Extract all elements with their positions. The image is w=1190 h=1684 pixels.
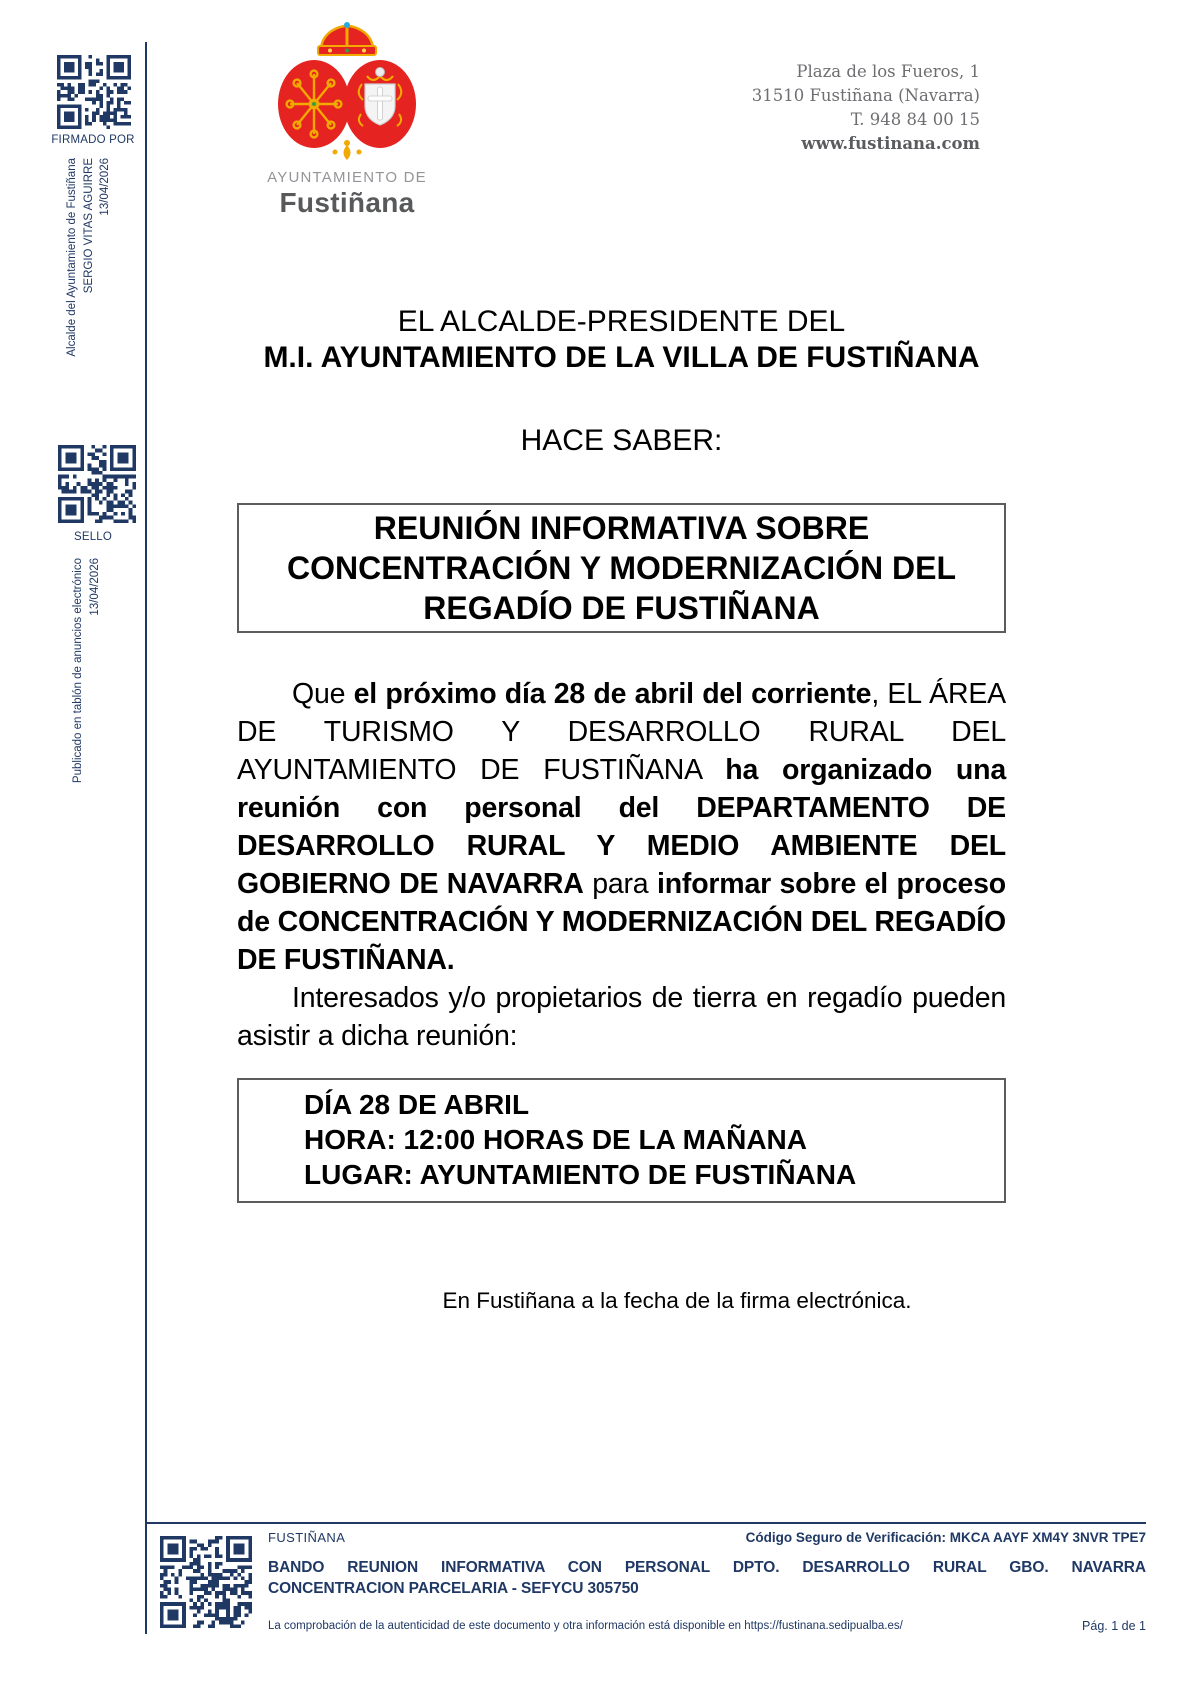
page-number: Pág. 1 de 1 (1082, 1619, 1146, 1633)
document-heading-line1: EL ALCALDE-PRESIDENTE DEL (397, 305, 846, 338)
signer-role: Alcalde del Ayuntamiento de Fustiñana (66, 158, 78, 357)
announcement-paragraph-2: Interesados y/o propietarios de tierra en regadío pueden asistir a dicha reunión: (237, 982, 1006, 1052)
announcement-title-box (237, 503, 1006, 633)
address-line: Plaza de los Fueros, 1 (796, 62, 980, 81)
signature-line: En Fustiñana a la fecha de la firma electrónica. (442, 1288, 912, 1313)
website-url: www.fustinana.com (801, 134, 980, 153)
phone-line: T. 948 84 00 15 (850, 110, 980, 129)
seal-vertical-text (70, 558, 103, 808)
contact-address-block (680, 60, 980, 156)
footer-divider-line (146, 1522, 1146, 1524)
seal-label: SELLO (73, 531, 113, 543)
footer-title-line: CONCENTRACION PARCELARIA - SEFYCU 305750 (268, 1580, 639, 1597)
seal-publication-note: Publicado en tablón de anuncios electrónico (72, 558, 84, 784)
footer-document-title (268, 1557, 1146, 1599)
seal-qr-code-icon (58, 445, 136, 523)
logo-caption: AYUNTAMIENTO DE (267, 169, 427, 186)
footer-authenticity-note: La comprobación de la autenticidad de este documento y otra información está disponible en https://fustinana.sedipualba.es/ (268, 1620, 903, 1632)
title-box-line: CONCENTRACIÓN Y MODERNIZACIÓN DEL (286, 550, 957, 586)
meeting-day: DÍA 28 DE ABRIL (304, 1089, 530, 1120)
signed-by-vertical-text (64, 158, 114, 373)
meeting-time: HORA: 12:00 HORAS DE LA MAÑANA (304, 1124, 808, 1155)
fustinana-coat-of-arms-icon (272, 22, 422, 162)
signer-name: SERGIO VITAS AGUIRRE (82, 158, 95, 294)
secure-verification-code: Código Seguro de Verificación: MKCA AAYF XM4Y 3NVR TPE7 (745, 1530, 1146, 1545)
meeting-schedule-box (237, 1078, 1006, 1203)
announcement-paragraph-1: Que el próximo día 28 de abril del corriente, EL ÁREA DE TURISMO Y DESARROLLO RURAL DEL AYUNTAMIENTO DE FUSTIÑANA ha organizado una reunión con personal del DEPARTAMENTO DE DESARROLLO RURAL Y MEDIO AMBIENTE DEL GOBIERNO DE NAVARRA para informar sobre el proceso de CONCENTRACIÓN Y MODERNIZACIÓN DEL REGADÍO DE FUSTIÑANA. (237, 678, 1006, 976)
verification-qr-code-icon (160, 1536, 252, 1628)
signed-by-label: FIRMADO POR (51, 134, 135, 146)
footer-title-line: BANDO REUNION INFORMATIVA CON PERSONAL DPTO. DESARROLLO RURAL GBO. NAVARRA (268, 1559, 1146, 1576)
logo-town-name: Fustiñana (279, 187, 415, 218)
meeting-place: LUGAR: AYUNTAMIENTO DE FUSTIÑANA (304, 1159, 857, 1190)
footer-org-name: FUSTIÑANA (268, 1530, 346, 1545)
announcement-body (237, 675, 1006, 1055)
address-line: 31510 Fustiñana (Navarra) (751, 86, 980, 105)
seal-date: 13/04/2026 (88, 558, 101, 616)
hace-saber-heading: HACE SABER: (520, 424, 723, 457)
town-hall-logo (252, 22, 442, 219)
title-box-line: REGADÍO DE FUSTIÑANA (423, 590, 820, 626)
signature-qr-code-icon (57, 55, 131, 129)
sidebar-divider-line (145, 42, 147, 1634)
document-heading-line2: M.I. AYUNTAMIENTO DE LA VILLA DE FUSTIÑANA (263, 341, 980, 374)
signature-date: 13/04/2026 (99, 158, 111, 216)
title-box-line: REUNIÓN INFORMATIVA SOBRE (373, 510, 870, 546)
